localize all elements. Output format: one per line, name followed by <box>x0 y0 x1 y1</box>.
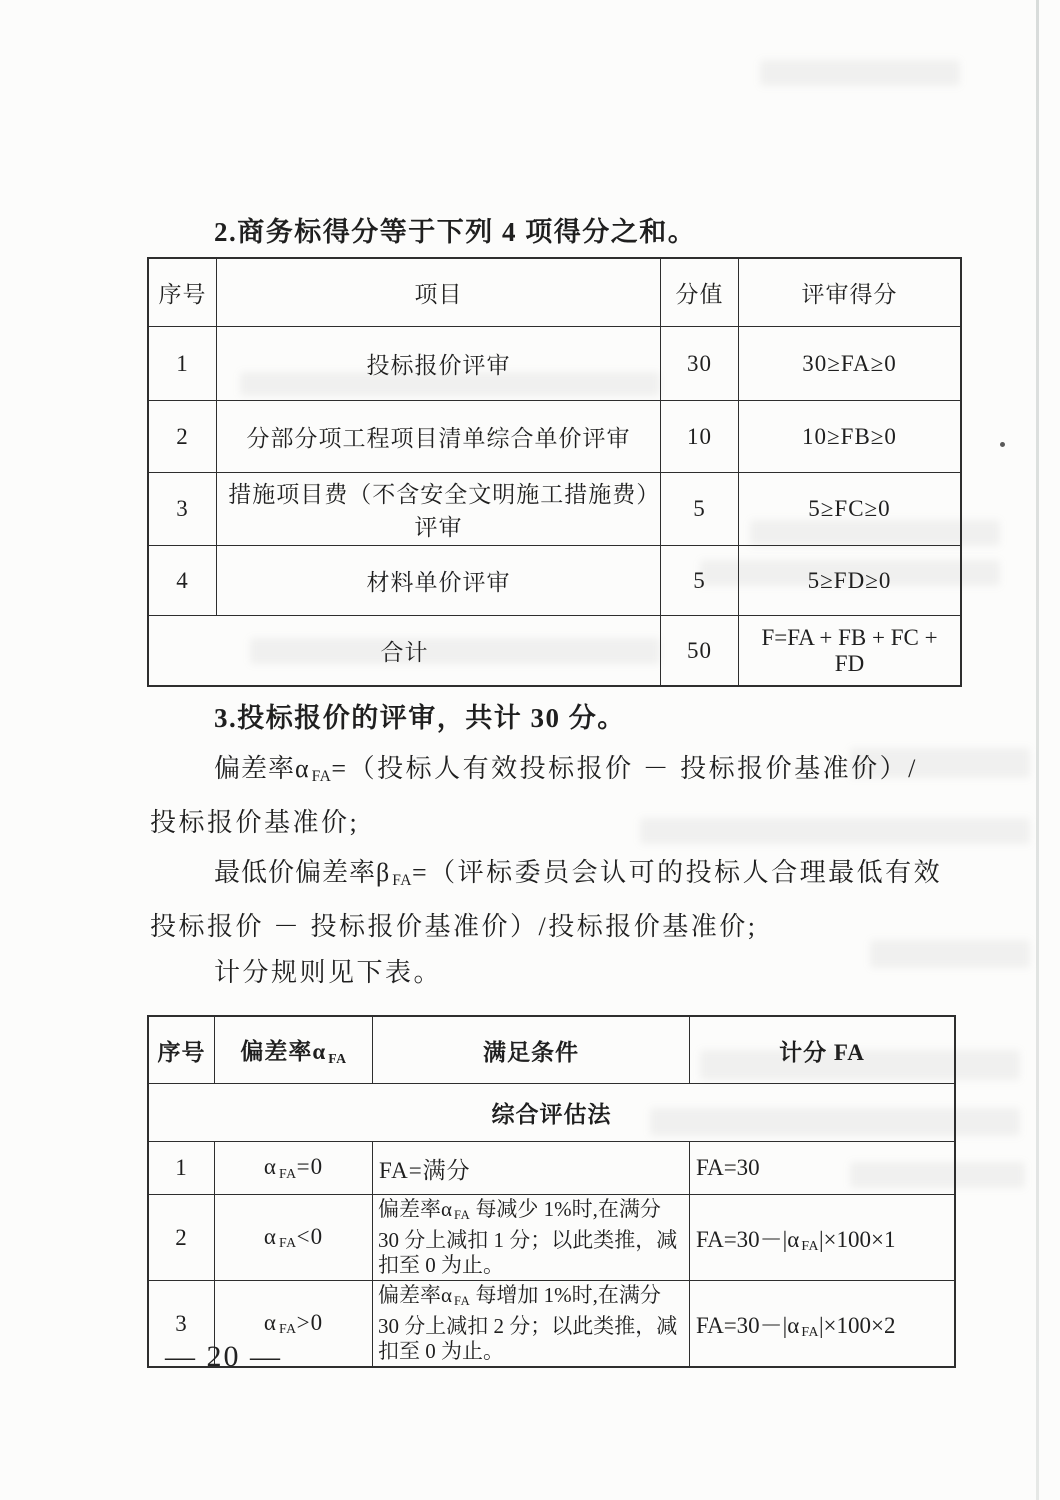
row-condition-alpha <box>215 1195 373 1281</box>
formula2-post: =（评标委员会认可的投标人合理最低有效 <box>412 858 943 887</box>
method-row <box>149 1084 955 1142</box>
condition-post: 每减少 1%时,在满分 30 分上减扣 1 分；以此类推，减扣至 0 为止。 <box>378 1197 678 1278</box>
table-header-row <box>149 259 961 327</box>
bleed-through-artifact <box>760 60 960 86</box>
section-2-heading: 2.商务标得分等于下列 4 项得分之和。 <box>214 217 697 247</box>
row-range: 5≥FC≥0 <box>739 473 961 546</box>
alpha-symbol: α <box>263 1154 277 1180</box>
scan-edge-line <box>1036 0 1039 1500</box>
header-deviation-subscript: FA <box>328 1050 347 1066</box>
header-deviation-rate <box>215 1017 373 1084</box>
header-seq: 序号 <box>149 259 217 327</box>
table-row <box>149 473 961 546</box>
formula1-line2: 投标报价基准价; <box>150 808 360 837</box>
formula2-subscript: FA <box>392 871 413 889</box>
scoring-items-table <box>148 258 961 686</box>
score-subscript: FA <box>801 1238 819 1254</box>
header-deviation-pre: 偏差率α <box>240 1039 327 1065</box>
total-score: 50 <box>661 616 739 686</box>
row-score: 5 <box>661 473 739 546</box>
condition-pre: 偏差率α <box>378 1197 453 1221</box>
score-post: |×100×2 <box>818 1312 896 1338</box>
row-range: 30≥FA≥0 <box>739 327 961 401</box>
row-seq: 3 <box>149 473 217 546</box>
score-pre: FA=30－|α <box>696 1312 800 1338</box>
condition-pre: 偏差率α <box>378 1283 453 1308</box>
header-score: 分值 <box>661 259 739 327</box>
row-item: 材料单价评审 <box>217 546 661 616</box>
header-score-fa: 计分 FA <box>690 1017 955 1084</box>
row-seq: 1 <box>149 327 217 401</box>
formula2-pre: 最低价偏差率β <box>214 858 391 887</box>
header-condition: 满足条件 <box>373 1017 690 1084</box>
formula1-subscript: FA <box>311 767 332 785</box>
row-satisfy <box>373 1281 690 1367</box>
rules-note: 计分规则见下表。 <box>214 958 443 987</box>
row-score-formula <box>690 1281 955 1367</box>
scoring-rules-table <box>148 1016 955 1367</box>
formula1-pre: 偏差率α <box>214 754 310 783</box>
formula2-line2: 投标报价 － 投标报价基准价）/投标报价基准价; <box>150 912 758 941</box>
table-row <box>149 546 961 616</box>
score-pre: FA=30－|α <box>696 1226 800 1252</box>
row-score: 10 <box>661 401 739 473</box>
alpha-comparison: >0 <box>296 1309 324 1335</box>
formula1-post: =（投标人有效投标报价 － 投标报价基准价）/ <box>331 754 918 783</box>
alpha-symbol: α <box>263 1309 277 1335</box>
condition-subscript: FA <box>454 1294 471 1309</box>
row-seq: 2 <box>149 401 217 473</box>
alpha-subscript: FA <box>278 1321 297 1337</box>
header-seq: 序号 <box>149 1017 215 1084</box>
alpha-subscript: FA <box>278 1165 297 1181</box>
header-review-score: 评审得分 <box>739 259 961 327</box>
row-range: 5≥FD≥0 <box>739 546 961 616</box>
table-row <box>149 327 961 401</box>
row-range: 10≥FB≥0 <box>739 401 961 473</box>
table-header-row <box>149 1017 955 1084</box>
table-row <box>149 1195 955 1281</box>
scan-speck <box>1000 442 1005 447</box>
row-score-formula: FA=30 <box>690 1142 955 1195</box>
row-satisfy <box>373 1195 690 1281</box>
section-3-heading: 3.投标报价的评审，共计 30 分。 <box>214 703 626 733</box>
row-seq: 3 <box>149 1281 215 1367</box>
row-condition-alpha <box>215 1142 373 1195</box>
alpha-comparison: <0 <box>296 1223 324 1249</box>
formula1-line1 <box>150 748 980 786</box>
alpha-comparison: =0 <box>296 1154 324 1180</box>
score-post: |×100×1 <box>818 1226 896 1252</box>
condition-post: 每增加 1%时,在满分 30 分上减扣 2 分；以此类推，减扣至 0 为止。 <box>378 1283 678 1364</box>
score-subscript: FA <box>801 1324 819 1340</box>
alpha-symbol: α <box>263 1223 277 1249</box>
row-seq: 2 <box>149 1195 215 1281</box>
table-row <box>149 1142 955 1195</box>
header-item: 项目 <box>217 259 661 327</box>
method-label: 综合评估法 <box>149 1084 955 1142</box>
alpha-subscript: FA <box>278 1235 297 1251</box>
condition-subscript: FA <box>454 1208 471 1223</box>
row-score: 5 <box>661 546 739 616</box>
total-formula: F=FA + FB + FC + FD <box>739 616 961 686</box>
row-item: 措施项目费（不含安全文明施工措施费）评审 <box>217 473 661 546</box>
row-seq: 4 <box>149 546 217 616</box>
total-label: 合计 <box>149 616 661 686</box>
row-item: 分部分项工程项目清单综合单价评审 <box>217 401 661 473</box>
row-satisfy: FA=满分 <box>373 1142 690 1195</box>
table-row <box>149 401 961 473</box>
row-score-formula <box>690 1195 955 1281</box>
page-number: — 20 — <box>165 1340 282 1373</box>
formula2-line1 <box>150 852 980 890</box>
row-seq: 1 <box>149 1142 215 1195</box>
row-score: 30 <box>661 327 739 401</box>
table-total-row <box>149 616 961 686</box>
row-item: 投标报价评审 <box>217 327 661 401</box>
